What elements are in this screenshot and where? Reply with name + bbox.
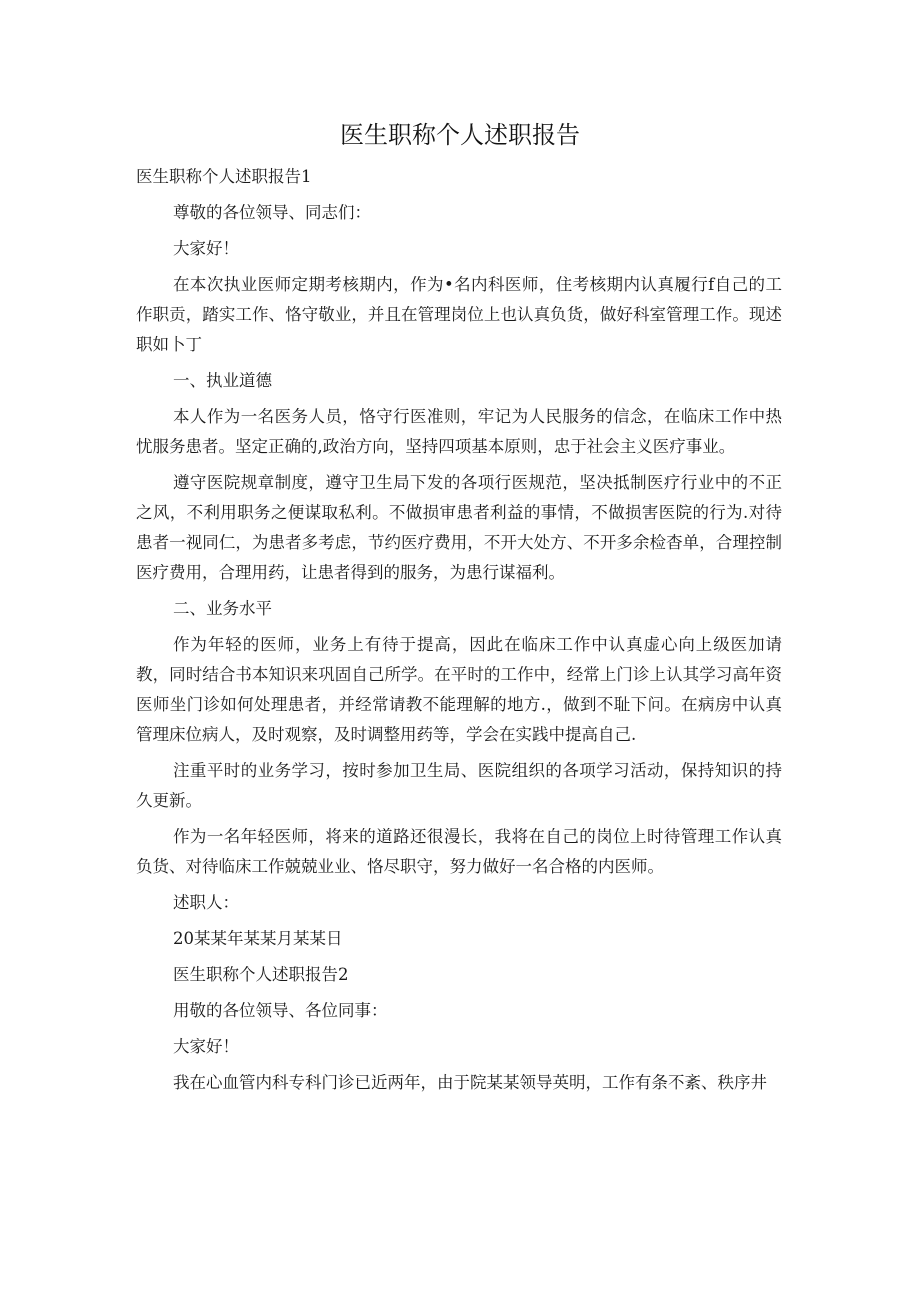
paragraph-ethics-1: 本人作为一名医务人员，恪守行医准则，牢记为人民服务的信念，在临床工作中热忧服务患者。坚定正确的,政治方向，坚持四项基本原则，忠于社会主义医疗事业。 xyxy=(136,407,782,456)
paragraph-skill-2: 注重平时的业务学习，按时参加卫生局、医院组织的各项学习活动，保持知识的持久更新。 xyxy=(136,761,782,810)
hello-1: 大家好！ xyxy=(173,239,239,258)
paragraph-intro: 在本次执业医师定期考核期内，作为•名内科医师，住考核期内认真履行f自己的工作职贡，踏实工作、恪守敬业，并且在管理岗位上也认真负货，做好科室管理工作。现述职如卜丁 xyxy=(136,275,782,354)
paragraph-ethics-2: 遵守医院规章制度，遵守卫生局下发的各项行医规范，坚决抵制医疗行业中的不正之风，不利用职务之便谋取私利。不做损审患者利益的事情，不做损害医院的行为.对待患者一视同仁，为患者多考虑，节约医疗费用，不开大处方、不开多余检杳单，合理控制医疗费用，合理用药，让患者得到的服务，为患行谋福利。 xyxy=(136,473,782,582)
reporter-label: 述职人： xyxy=(173,893,239,912)
paragraph-closing: 作为一名年轻医师，将来的道路还很漫长，我将在自己的岗位上时待管理工作认真负货、对待临床工作兢兢业业、恪尽职守，努力做好一名合格的内医师。 xyxy=(136,827,782,876)
report-date: 20某某年某某月某某日 xyxy=(173,929,343,948)
document-title: 医生职称个人述职报告 xyxy=(340,121,580,149)
document-body xyxy=(136,162,782,1104)
paragraph-skill-1: 作为年轻的医师，业务上有待于提高，因此在临床工作中认真虚心向上级医加请教，同时结合书本知识来巩固自己所学。在平时的工作中，经常上门诊上认其学习高年资医师坐门诊如何处理患者，并经常请教不能理解的地方.，做到不耻下问。在病房中认真管理床位病人，及时观察，及时调整用药等，学会在实践中提高自己. xyxy=(136,635,782,744)
greeting-2: 用敬的各位领导、各位同事： xyxy=(173,1001,388,1020)
report-subtitle-1: 医生职称个人述职报告1 xyxy=(136,167,312,186)
section-heading-skill: 二、业务水平 xyxy=(173,599,272,618)
report-subtitle-2: 医生职称个人述职报告2 xyxy=(173,965,349,984)
section-heading-ethics: 一、执业道德 xyxy=(173,371,272,390)
hello-2: 大家好！ xyxy=(173,1037,239,1056)
paragraph-report-2-intro: 我在心血管内科专科门诊已近两年，由于院某某领导英明，工作有条不紊、秩序井 xyxy=(173,1073,767,1092)
greeting-1: 尊敬的各位领导、同志们： xyxy=(173,203,371,222)
